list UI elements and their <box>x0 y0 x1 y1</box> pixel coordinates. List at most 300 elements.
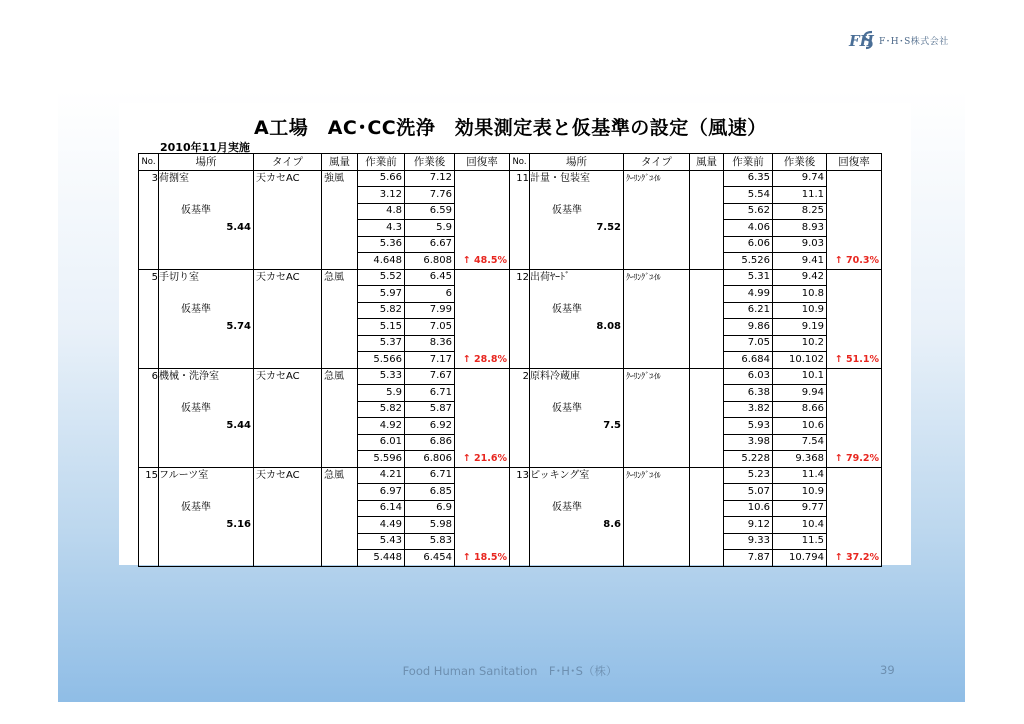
before-value: 3.82 <box>724 401 773 418</box>
room-number <box>139 302 159 319</box>
air-flow <box>690 302 724 319</box>
column-header: 風量 <box>322 154 358 171</box>
air-flow <box>322 533 358 550</box>
table-row <box>139 352 882 369</box>
after-value: 6.71 <box>405 467 455 484</box>
before-value: 7.05 <box>724 335 773 352</box>
recovery-rate <box>827 484 882 501</box>
room-number <box>510 401 530 418</box>
table-row <box>139 319 882 336</box>
before-value: 3.98 <box>724 434 773 451</box>
recovery-rate <box>827 302 882 319</box>
recovery-rate: ↑ 70.3% <box>827 253 882 270</box>
after-value: 6.85 <box>405 484 455 501</box>
air-flow <box>690 319 724 336</box>
recovery-rate: ↑ 79.2% <box>827 451 882 468</box>
after-value: 10.1 <box>773 368 827 385</box>
after-value: 7.54 <box>773 434 827 451</box>
kijun-label: 仮基準 <box>530 302 624 319</box>
unit-type <box>254 385 322 402</box>
before-value: 3.12 <box>358 187 405 204</box>
unit-type <box>254 500 322 517</box>
recovery-rate <box>455 484 510 501</box>
room-number: 12 <box>510 269 530 286</box>
table-row <box>139 220 882 237</box>
air-flow <box>322 385 358 402</box>
air-flow <box>690 418 724 435</box>
after-value: 5.9 <box>405 220 455 237</box>
unit-type: 天カセAC <box>254 269 322 286</box>
before-value: 9.12 <box>724 517 773 534</box>
room-number <box>510 352 530 369</box>
before-value: 4.21 <box>358 467 405 484</box>
recovery-rate: ↑ 21.6% <box>455 451 510 468</box>
unit-type <box>624 352 690 369</box>
before-value: 6.97 <box>358 484 405 501</box>
column-header: No. <box>139 154 159 171</box>
before-value: 5.526 <box>724 253 773 270</box>
recovery-rate <box>455 467 510 484</box>
after-value: 11.1 <box>773 187 827 204</box>
recovery-rate <box>455 500 510 517</box>
after-value: 10.2 <box>773 335 827 352</box>
after-value: 6.454 <box>405 550 455 567</box>
air-flow <box>690 352 724 369</box>
column-header: 作業前 <box>724 154 773 171</box>
before-value: 5.54 <box>724 187 773 204</box>
before-value: 5.9 <box>358 385 405 402</box>
unit-type <box>254 352 322 369</box>
after-value: 7.17 <box>405 352 455 369</box>
air-flow <box>322 253 358 270</box>
kijun-label: 仮基準 <box>530 401 624 418</box>
before-value: 5.66 <box>358 170 405 187</box>
unit-type <box>254 434 322 451</box>
room-number <box>139 286 159 303</box>
unit-type <box>254 236 322 253</box>
air-flow: 急風 <box>322 269 358 286</box>
before-value: 6.35 <box>724 170 773 187</box>
air-flow <box>690 434 724 451</box>
recovery-rate <box>455 434 510 451</box>
page-title: A工場 AC･CC洗浄 効果測定表と仮基準の設定（風速） <box>254 117 767 139</box>
unit-type <box>254 187 322 204</box>
room-number <box>510 236 530 253</box>
kijun-label: 仮基準 <box>159 302 254 319</box>
air-flow <box>690 385 724 402</box>
before-value: 5.33 <box>358 368 405 385</box>
room-number <box>510 302 530 319</box>
after-value: 5.87 <box>405 401 455 418</box>
kijun-value: 7.52 <box>530 220 624 237</box>
column-header: No. <box>510 154 530 171</box>
kijun-label: 仮基準 <box>159 500 254 517</box>
after-value: 10.8 <box>773 286 827 303</box>
header-row <box>139 154 882 171</box>
room-number: 15 <box>139 467 159 484</box>
after-value: 6.808 <box>405 253 455 270</box>
room-name <box>159 253 254 270</box>
room-number <box>139 187 159 204</box>
before-value: 5.52 <box>358 269 405 286</box>
before-value: 5.448 <box>358 550 405 567</box>
room-name <box>530 451 624 468</box>
room-number <box>139 434 159 451</box>
unit-type <box>624 319 690 336</box>
room-number <box>510 484 530 501</box>
recovery-rate <box>455 533 510 550</box>
table-row <box>139 550 882 567</box>
recovery-rate <box>827 368 882 385</box>
unit-type: 天カセAC <box>254 170 322 187</box>
before-value: 5.37 <box>358 335 405 352</box>
unit-type: 天カセAC <box>254 467 322 484</box>
unit-type <box>254 220 322 237</box>
unit-type <box>254 533 322 550</box>
before-value: 5.07 <box>724 484 773 501</box>
column-header: 回復率 <box>827 154 882 171</box>
room-number <box>510 335 530 352</box>
recovery-rate <box>455 401 510 418</box>
after-value: 7.67 <box>405 368 455 385</box>
room-name: 機械・洗浄室 <box>159 368 254 385</box>
recovery-rate <box>827 533 882 550</box>
air-flow: 強風 <box>322 170 358 187</box>
before-value: 6.21 <box>724 302 773 319</box>
room-number <box>510 319 530 336</box>
air-flow <box>322 335 358 352</box>
room-number <box>139 319 159 336</box>
room-name <box>530 434 624 451</box>
room-name <box>530 550 624 567</box>
room-number <box>139 352 159 369</box>
before-value: 4.99 <box>724 286 773 303</box>
before-value: 10.6 <box>724 500 773 517</box>
room-number <box>139 451 159 468</box>
before-value: 9.33 <box>724 533 773 550</box>
table-row <box>139 533 882 550</box>
room-name <box>530 385 624 402</box>
room-name <box>159 550 254 567</box>
unit-type <box>254 484 322 501</box>
air-flow <box>322 484 358 501</box>
before-value: 5.228 <box>724 451 773 468</box>
room-name: 計量・包装室 <box>530 170 624 187</box>
room-number <box>139 253 159 270</box>
unit-type <box>254 253 322 270</box>
recovery-rate: ↑ 18.5% <box>455 550 510 567</box>
room-number: 5 <box>139 269 159 286</box>
air-flow <box>690 170 724 187</box>
air-flow <box>322 418 358 435</box>
table-row <box>139 385 882 402</box>
room-number: 13 <box>510 467 530 484</box>
room-name <box>530 253 624 270</box>
recovery-rate <box>827 434 882 451</box>
after-value: 9.368 <box>773 451 827 468</box>
air-flow <box>322 451 358 468</box>
room-number <box>510 203 530 220</box>
after-value: 9.42 <box>773 269 827 286</box>
room-name: ピッキング室 <box>530 467 624 484</box>
air-flow <box>322 500 358 517</box>
before-value: 5.596 <box>358 451 405 468</box>
room-name <box>530 352 624 369</box>
table-row <box>139 401 882 418</box>
after-value: 9.94 <box>773 385 827 402</box>
air-flow <box>322 302 358 319</box>
unit-type <box>624 187 690 204</box>
unit-type <box>624 533 690 550</box>
table-row <box>139 286 882 303</box>
svg-text:FH: FH <box>849 32 874 50</box>
room-name <box>530 484 624 501</box>
room-name <box>530 187 624 204</box>
recovery-rate <box>827 269 882 286</box>
room-number <box>139 335 159 352</box>
air-flow <box>690 335 724 352</box>
logo-text: F･H･S株式会社 <box>879 36 949 47</box>
table-row <box>139 484 882 501</box>
after-value: 7.05 <box>405 319 455 336</box>
column-header: 場所 <box>159 154 254 171</box>
table-row <box>139 467 882 484</box>
room-name: 手切り室 <box>159 269 254 286</box>
unit-type <box>254 319 322 336</box>
air-flow <box>690 484 724 501</box>
room-name: 荷捌室 <box>159 170 254 187</box>
recovery-rate <box>827 319 882 336</box>
unit-type <box>624 418 690 435</box>
air-flow <box>322 203 358 220</box>
air-flow <box>322 187 358 204</box>
column-header: 風量 <box>690 154 724 171</box>
table-row <box>139 418 882 435</box>
before-value: 5.97 <box>358 286 405 303</box>
unit-type: ｸｰﾘﾝｸﾞｺｲﾙ <box>624 269 690 286</box>
after-value: 9.41 <box>773 253 827 270</box>
recovery-rate <box>827 236 882 253</box>
table-row <box>139 517 882 534</box>
room-number <box>510 550 530 567</box>
room-number <box>139 517 159 534</box>
before-value: 5.62 <box>724 203 773 220</box>
recovery-rate: ↑ 28.8% <box>455 352 510 369</box>
room-number <box>510 418 530 435</box>
page-number: 39 <box>880 663 895 677</box>
recovery-rate <box>827 401 882 418</box>
air-flow <box>690 269 724 286</box>
recovery-rate <box>455 517 510 534</box>
after-value: 11.4 <box>773 467 827 484</box>
room-name <box>530 335 624 352</box>
room-name <box>159 286 254 303</box>
kijun-value: 5.44 <box>159 418 254 435</box>
air-flow <box>322 236 358 253</box>
air-flow <box>690 467 724 484</box>
table-row <box>139 302 882 319</box>
measurement-table <box>138 153 882 567</box>
air-flow <box>690 451 724 468</box>
room-number <box>139 236 159 253</box>
recovery-rate <box>455 418 510 435</box>
recovery-rate: ↑ 48.5% <box>455 253 510 270</box>
air-flow <box>690 203 724 220</box>
recovery-rate <box>827 517 882 534</box>
recovery-rate <box>455 286 510 303</box>
before-value: 5.82 <box>358 302 405 319</box>
unit-type <box>624 385 690 402</box>
room-number <box>139 500 159 517</box>
unit-type <box>254 451 322 468</box>
unit-type <box>624 220 690 237</box>
room-number <box>139 203 159 220</box>
air-flow <box>690 368 724 385</box>
recovery-rate <box>455 335 510 352</box>
column-header: 作業後 <box>773 154 827 171</box>
before-value: 6.38 <box>724 385 773 402</box>
before-value: 5.31 <box>724 269 773 286</box>
unit-type: ｸｰﾘﾝｸﾞｺｲﾙ <box>624 467 690 484</box>
table-row <box>139 253 882 270</box>
recovery-rate <box>827 467 882 484</box>
unit-type <box>254 517 322 534</box>
after-value: 10.9 <box>773 302 827 319</box>
unit-type <box>624 550 690 567</box>
after-value: 6.86 <box>405 434 455 451</box>
before-value: 4.8 <box>358 203 405 220</box>
after-value: 6.92 <box>405 418 455 435</box>
room-number <box>510 451 530 468</box>
after-value: 10.9 <box>773 484 827 501</box>
recovery-rate <box>827 286 882 303</box>
unit-type <box>254 203 322 220</box>
unit-type <box>624 434 690 451</box>
room-name: 出荷ﾔｰﾄﾞ <box>530 269 624 286</box>
unit-type <box>624 335 690 352</box>
before-value: 7.87 <box>724 550 773 567</box>
room-name <box>159 484 254 501</box>
before-value: 5.82 <box>358 401 405 418</box>
date-label: 2010年11月実施 <box>160 141 250 154</box>
before-value: 4.49 <box>358 517 405 534</box>
before-value: 5.566 <box>358 352 405 369</box>
before-value: 6.01 <box>358 434 405 451</box>
air-flow <box>690 253 724 270</box>
after-value: 8.25 <box>773 203 827 220</box>
room-number <box>510 253 530 270</box>
air-flow <box>322 319 358 336</box>
after-value: 10.6 <box>773 418 827 435</box>
unit-type <box>624 451 690 468</box>
room-number: 2 <box>510 368 530 385</box>
unit-type <box>624 484 690 501</box>
unit-type <box>624 253 690 270</box>
before-value: 4.648 <box>358 253 405 270</box>
recovery-rate <box>455 368 510 385</box>
air-flow <box>690 220 724 237</box>
air-flow <box>322 220 358 237</box>
table-row <box>139 269 882 286</box>
air-flow <box>322 550 358 567</box>
unit-type <box>624 236 690 253</box>
after-value: 6 <box>405 286 455 303</box>
unit-type <box>624 401 690 418</box>
kijun-value: 5.16 <box>159 517 254 534</box>
recovery-rate <box>827 220 882 237</box>
table-row <box>139 170 882 187</box>
air-flow <box>690 533 724 550</box>
before-value: 4.06 <box>724 220 773 237</box>
room-number <box>139 401 159 418</box>
before-value: 5.36 <box>358 236 405 253</box>
after-value: 5.83 <box>405 533 455 550</box>
recovery-rate <box>827 385 882 402</box>
after-value: 10.102 <box>773 352 827 369</box>
room-number <box>139 385 159 402</box>
after-value: 8.66 <box>773 401 827 418</box>
room-number <box>510 434 530 451</box>
recovery-rate: ↑ 51.1% <box>827 352 882 369</box>
after-value: 6.59 <box>405 203 455 220</box>
after-value: 5.98 <box>405 517 455 534</box>
unit-type <box>254 550 322 567</box>
air-flow <box>690 500 724 517</box>
recovery-rate <box>827 203 882 220</box>
unit-type: ｸｰﾘﾝｸﾞｺｲﾙ <box>624 368 690 385</box>
company-logo <box>848 28 968 52</box>
room-number <box>510 385 530 402</box>
table-row <box>139 434 882 451</box>
recovery-rate <box>455 187 510 204</box>
recovery-rate <box>455 170 510 187</box>
unit-type <box>624 302 690 319</box>
recovery-rate <box>827 418 882 435</box>
before-value: 5.15 <box>358 319 405 336</box>
table-row <box>139 203 882 220</box>
after-value: 10.4 <box>773 517 827 534</box>
recovery-rate <box>455 385 510 402</box>
footer-text: Food Human Sanitation F･H･S（株） <box>402 664 618 678</box>
recovery-rate <box>455 236 510 253</box>
after-value: 6.806 <box>405 451 455 468</box>
air-flow <box>322 286 358 303</box>
unit-type <box>254 401 322 418</box>
room-name <box>159 533 254 550</box>
room-number: 3 <box>139 170 159 187</box>
air-flow <box>322 352 358 369</box>
room-number <box>139 533 159 550</box>
after-value: 10.794 <box>773 550 827 567</box>
unit-type <box>254 286 322 303</box>
column-header: タイプ <box>254 154 322 171</box>
room-number <box>510 187 530 204</box>
after-value: 6.9 <box>405 500 455 517</box>
room-number <box>510 286 530 303</box>
air-flow: 急風 <box>322 368 358 385</box>
kijun-value: 8.08 <box>530 319 624 336</box>
before-value: 6.684 <box>724 352 773 369</box>
before-value: 5.23 <box>724 467 773 484</box>
table-row <box>139 187 882 204</box>
unit-type <box>624 203 690 220</box>
unit-type: ｸｰﾘﾝｸﾞｺｲﾙ <box>624 170 690 187</box>
column-header: 場所 <box>530 154 624 171</box>
unit-type <box>624 286 690 303</box>
room-number <box>139 418 159 435</box>
room-name <box>530 286 624 303</box>
recovery-rate <box>455 269 510 286</box>
